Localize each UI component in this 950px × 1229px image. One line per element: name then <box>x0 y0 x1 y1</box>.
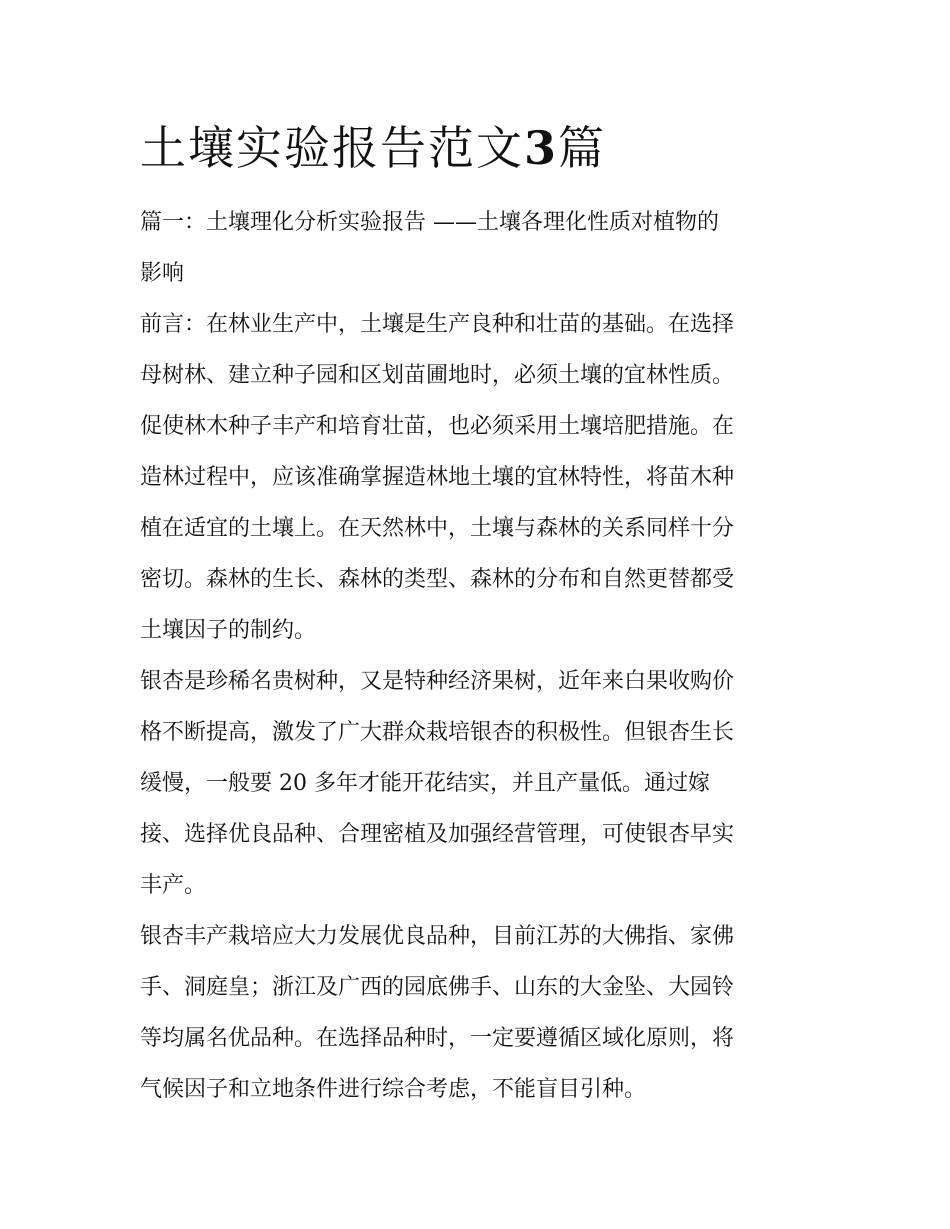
paragraph-ginkgo-varieties <box>140 911 812 1115</box>
text-line: 格不断提高，激发了广大群众栽培银杏的积极性。但银杏生长 <box>140 720 735 745</box>
title-text: 土壤实验报告范文 <box>140 121 524 175</box>
text-line: 植在适宜的土壤上。在天然林中，土壤与森林的关系同样十分 <box>140 516 735 541</box>
text-line: 缓慢，一般要 20 多年才能开花结实，并且产量低。通过嫁 <box>140 771 710 796</box>
paragraph-ginkgo-intro <box>140 656 812 911</box>
text-line: 促使林木种子丰产和培育壮苗，也必须采用土壤培肥措施。在 <box>140 414 735 439</box>
title-suffix: 篇 <box>558 121 607 175</box>
text-line: 等均属名优品种。在选择品种时，一定要遵循区域化原则，将 <box>140 1026 735 1051</box>
text-line: 影响 <box>140 261 185 286</box>
paragraph-subtitle <box>140 197 812 299</box>
text-line: 银杏是珍稀名贵树种，又是特种经济果树，近年来白果收购价 <box>140 669 735 694</box>
text-line: 篇一：土壤理化分析实验报告 ——土壤各理化性质对植物的 <box>140 210 719 235</box>
text-line: 接、选择优良品种、合理密植及加强经营管理，可使银杏早实 <box>140 822 735 847</box>
document-body <box>140 197 812 1115</box>
text-line: 银杏丰产栽培应大力发展优良品种，目前江苏的大佛指、家佛 <box>140 924 735 949</box>
text-line: 密切。森林的生长、森林的类型、森林的分布和自然更替都受 <box>140 567 735 592</box>
text-line: 造林过程中，应该准确掌握造林地土壤的宜林特性，将苗木种 <box>140 465 735 490</box>
text-line: 手、洞庭皇；浙江及广西的园底佛手、山东的大金坠、大园铃 <box>140 975 735 1000</box>
paragraph-preface <box>140 299 812 656</box>
text-line: 气候因子和立地条件进行综合考虑，不能盲目引种。 <box>140 1077 647 1102</box>
text-line: 母树林、建立种子园和区划苗圃地时，必须土壤的宜林性质。 <box>140 363 735 388</box>
document-title <box>140 116 606 180</box>
text-line: 前言：在林业生产中，土壤是生产良种和壮苗的基础。在选择 <box>140 312 735 337</box>
text-line: 丰产。 <box>140 873 207 898</box>
text-line: 土壤因子的制约。 <box>140 618 317 643</box>
title-number: 3 <box>524 121 559 175</box>
